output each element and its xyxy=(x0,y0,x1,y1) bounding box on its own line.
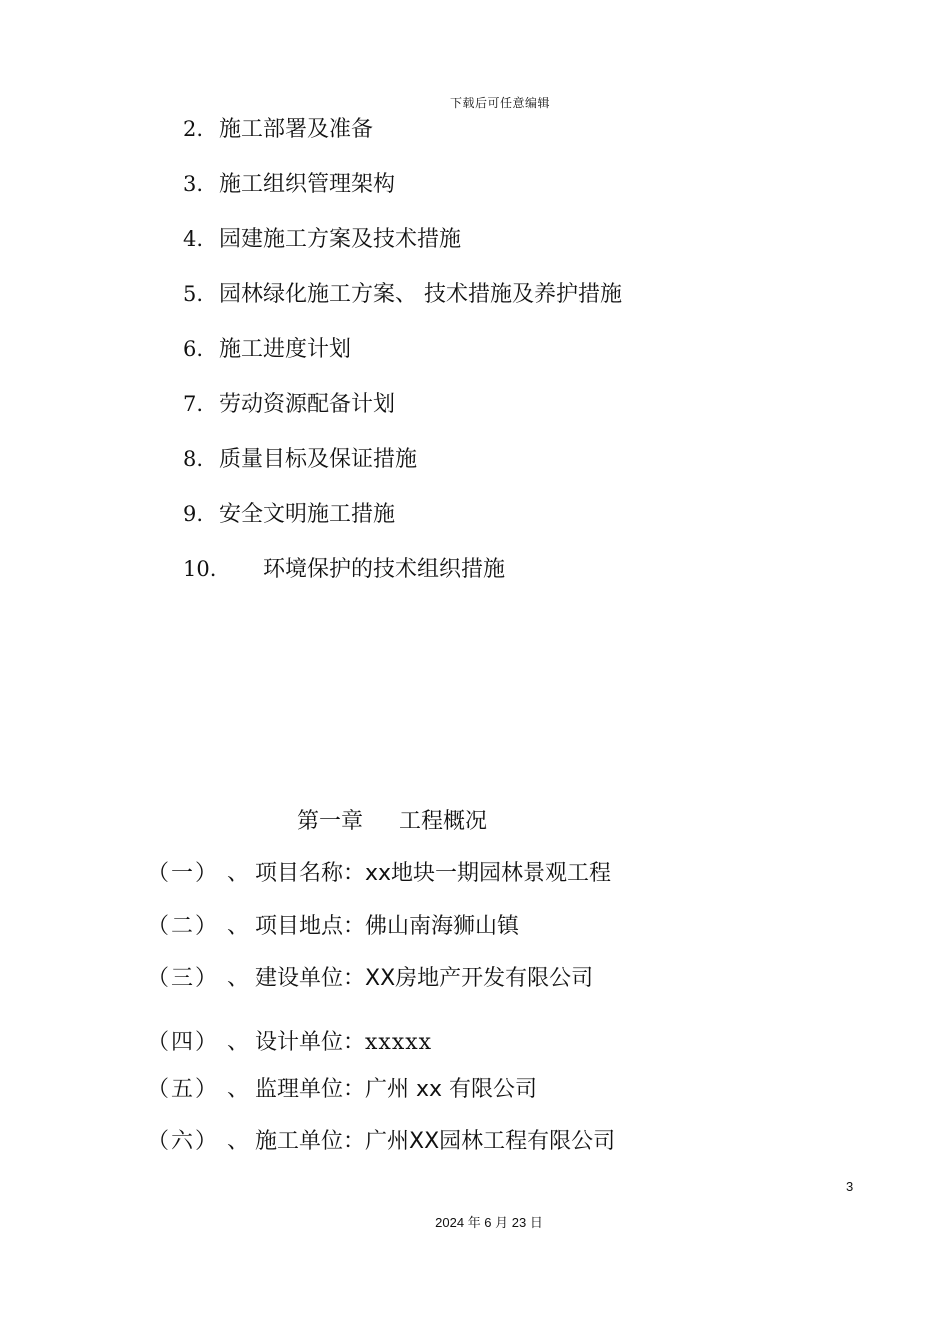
toc-item-number: 6. xyxy=(183,337,204,361)
info-row-supervisor xyxy=(147,1074,537,1106)
toc-item xyxy=(183,223,461,255)
toc-item-label: 施工进度计划 xyxy=(219,337,352,362)
toc-item-label: 施工组织管理架构 xyxy=(219,172,396,197)
toc-item xyxy=(183,443,417,475)
toc-item-label: 环境保护的技术组织措施 xyxy=(263,557,506,582)
toc-item-label: 质量目标及保证措施 xyxy=(219,447,418,472)
info-row-label: 建设单位： xyxy=(255,966,366,991)
toc-item xyxy=(183,498,395,530)
info-row-project-name xyxy=(147,858,611,890)
page-number: 3 xyxy=(846,1179,854,1194)
info-row-number: （四） xyxy=(147,1030,220,1055)
toc-item-label: 安全文明施工措施 xyxy=(219,502,396,527)
toc-item xyxy=(183,553,505,585)
info-row-label: 施工单位： xyxy=(255,1129,366,1154)
info-row-value: 广州 xx 有限公司 xyxy=(365,1077,538,1102)
info-row-number: （一） xyxy=(147,861,220,886)
toc-item xyxy=(183,333,351,365)
toc-item-number: 7. xyxy=(183,392,204,416)
info-row-value: 广州XX园林工程有限公司 xyxy=(365,1129,616,1154)
toc-item-label: 施工部署及准备 xyxy=(219,117,374,142)
toc-item-number: 10. xyxy=(183,557,217,581)
info-row-number: （二） xyxy=(147,914,220,939)
toc-item-number: 2. xyxy=(183,117,204,141)
toc-item-label: 园林绿化施工方案、 技术措施及养护措施 xyxy=(219,282,622,307)
toc-item-number: 3. xyxy=(183,172,204,196)
info-row-separator: 、 xyxy=(227,1077,250,1102)
toc-item xyxy=(183,278,622,310)
info-row-separator: 、 xyxy=(227,966,250,991)
info-row-separator: 、 xyxy=(227,1129,250,1154)
info-row-designer xyxy=(147,1027,432,1059)
info-row-number: （五） xyxy=(147,1077,220,1102)
info-row-project-location xyxy=(147,911,519,943)
info-row-value: XX房地产开发有限公司 xyxy=(365,966,594,991)
info-row-label: 项目地点： xyxy=(255,914,366,939)
info-row-number: （六） xyxy=(147,1129,220,1154)
header-note: 下载后可任意编辑 xyxy=(449,96,550,110)
toc-item-number: 8. xyxy=(183,447,204,471)
info-row-label: 设计单位： xyxy=(255,1030,366,1055)
toc-item-number: 4. xyxy=(183,227,204,251)
toc-item xyxy=(183,113,373,145)
toc-item xyxy=(183,168,395,200)
info-row-label: 项目名称： xyxy=(255,861,366,886)
info-row-number: （三） xyxy=(147,966,220,991)
info-row-developer xyxy=(147,963,593,995)
info-row-separator: 、 xyxy=(227,1030,250,1055)
info-row-contractor xyxy=(147,1126,615,1158)
chapter-heading xyxy=(297,806,487,838)
toc-item-number: 5. xyxy=(183,282,204,306)
info-row-value: xxxxx xyxy=(365,1030,433,1055)
chapter-title: 工程概况 xyxy=(399,809,488,834)
info-row-value: xx地块一期园林景观工程 xyxy=(365,861,612,886)
footer-date: 2024 年 6 月 23 日 xyxy=(435,1215,543,1230)
info-row-value: 佛山南海狮山镇 xyxy=(365,914,520,939)
info-row-separator: 、 xyxy=(227,861,250,886)
toc-item xyxy=(183,388,395,420)
toc-item-label: 园建施工方案及技术措施 xyxy=(219,227,462,252)
toc-item-number: 9. xyxy=(183,502,204,526)
info-row-label: 监理单位： xyxy=(255,1077,366,1102)
info-row-separator: 、 xyxy=(227,914,250,939)
chapter-number: 第一章 xyxy=(297,809,364,834)
toc-item-label: 劳动资源配备计划 xyxy=(219,392,396,417)
